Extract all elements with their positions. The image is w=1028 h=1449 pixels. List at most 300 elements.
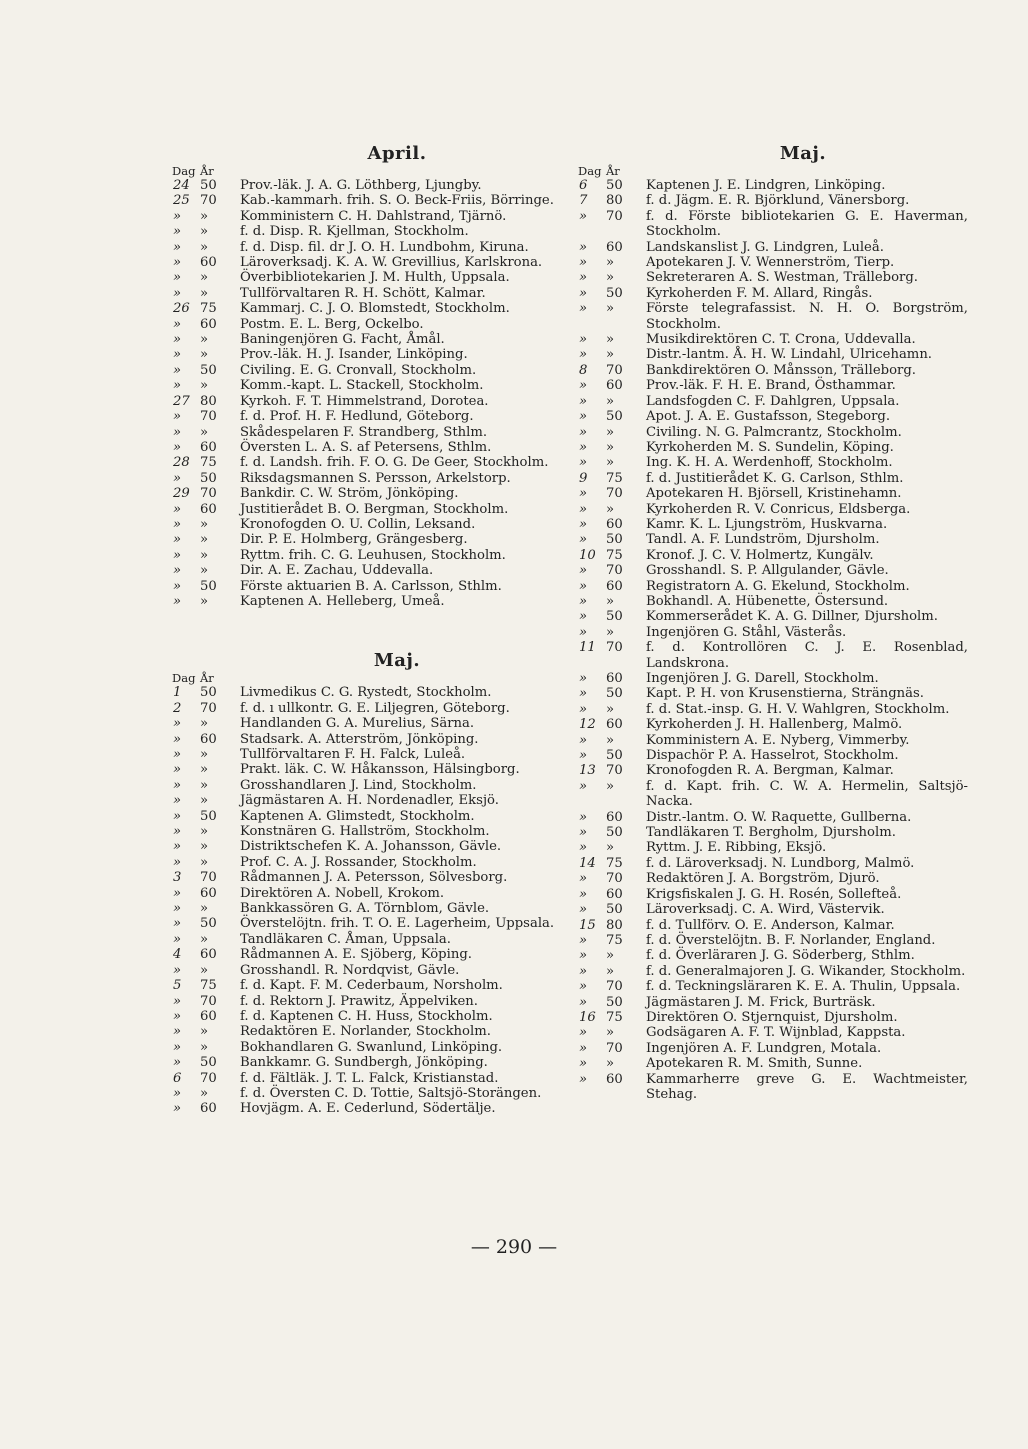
entry-day: »: [579, 347, 588, 363]
entry-day: »: [173, 716, 182, 732]
entry-row: [578, 301, 968, 332]
entry-year: »: [200, 901, 209, 917]
entry-text: f. d. Översten C. D. Tottie, Saltsjö-Storängen.: [240, 1085, 542, 1101]
entry-day: »: [579, 732, 588, 748]
entry-day: »: [579, 486, 588, 502]
entry-year: 70: [606, 208, 623, 224]
entry-text: Krigsfiskalen J. G. H. Rosén, Sollefteå.: [646, 886, 902, 902]
entry-text: Översten L. A. S. af Petersens, Sthlm.: [240, 439, 492, 455]
entry-row: [578, 517, 968, 532]
entry-day: »: [579, 424, 588, 440]
entry-day: »: [173, 901, 182, 917]
entry-day: 7: [579, 193, 588, 209]
entry-row: [172, 240, 562, 255]
entry-year: »: [606, 840, 615, 856]
entry-row: [172, 363, 562, 378]
entry-row: [578, 871, 968, 886]
entry-year: »: [200, 239, 209, 255]
entry-day: »: [173, 439, 182, 455]
entry-row: [578, 902, 968, 917]
entry-year: »: [200, 224, 209, 240]
entry-text: Baningenjören G. Facht, Åmål.: [240, 332, 445, 348]
entry-day: »: [173, 285, 182, 301]
entry-year: 60: [606, 717, 623, 733]
entry-year: »: [200, 931, 209, 947]
entry-row: [578, 763, 968, 778]
entry-day: »: [173, 993, 182, 1009]
entry-row: [578, 1025, 968, 1040]
entry-day: 5: [173, 978, 182, 994]
entry-row: [172, 563, 562, 578]
entry-row: [172, 332, 562, 347]
entry-row: [172, 1071, 562, 1086]
entry-year: »: [200, 777, 209, 793]
entry-row: [172, 978, 562, 993]
entry-day: »: [579, 593, 588, 609]
entry-text: Sekreteraren A. S. Westman, Trälleborg.: [646, 270, 918, 286]
entry-year: 60: [606, 378, 623, 394]
month-heading: Maj.: [779, 143, 827, 164]
entry-text: Apotekaren R. M. Smith, Sunne.: [646, 1056, 863, 1072]
entry-year: »: [200, 716, 209, 732]
entry-row: [172, 317, 562, 332]
entry-year: 75: [606, 932, 623, 948]
entry-row: [172, 886, 562, 901]
entry-day: »: [579, 748, 588, 764]
entry-text: Kyrkoh. F. T. Himmelstrand, Dorotea.: [240, 393, 489, 409]
entry-day: 10: [579, 547, 596, 563]
entry-row: [578, 286, 968, 301]
entry-row: [578, 255, 968, 270]
entry-text: Prov.-läk. H. J. Isander, Linköping.: [240, 347, 468, 363]
entry-row: [578, 918, 968, 933]
entry-year: »: [606, 701, 615, 717]
entry-row: [172, 1055, 562, 1070]
entry-row: [172, 347, 562, 362]
entry-text: Ingenjören G. Ståhl, Västerås.: [646, 624, 847, 640]
entry-year: »: [200, 285, 209, 301]
entry-row: [172, 963, 562, 978]
entry-text: Kammarj. C. J. O. Blomstedt, Stockholm.: [240, 301, 510, 317]
entry-row: [578, 548, 968, 563]
entry-text: Kaptenen J. E. Lindgren, Linköping.: [646, 178, 886, 193]
entry-text: f. d. Teckningsläraren K. E. A. Thulin, Uppsala.: [646, 979, 961, 995]
entry-row: [172, 716, 562, 731]
entry-row: [578, 609, 968, 624]
entry-year: 50: [606, 902, 623, 918]
entry-day: »: [173, 747, 182, 762]
entry-day: »: [579, 563, 588, 579]
entry-day: »: [173, 532, 182, 548]
entry-text: Kamr. K. L. Ljungström, Huskvarna.: [646, 516, 888, 532]
entry-row: [172, 809, 562, 824]
ar-label: År: [200, 164, 214, 178]
entry-row: [172, 685, 562, 700]
entry-text: Bankkassören G. A. Törnblom, Gävle.: [240, 901, 490, 917]
entry-row: [578, 1041, 968, 1056]
entry-text: Distr.-lantm. O. W. Raquette, Gullberna.: [646, 809, 912, 825]
entry-year: »: [606, 1056, 615, 1072]
entry-row: [578, 363, 968, 378]
entry-row: [172, 255, 562, 270]
entry-row: [578, 332, 968, 347]
entry-year: 70: [606, 640, 623, 656]
entry-text: Jägmästaren J. M. Frick, Burträsk.: [646, 994, 876, 1010]
entry-year: 50: [606, 686, 623, 702]
entry-day: »: [173, 1039, 182, 1055]
entry-text: Hovjägm. A. E. Cederlund, Södertälje.: [240, 1101, 496, 1117]
entry-text: Handlanden G. A. Murelius, Särna.: [240, 716, 475, 732]
entry-text: f. d. ı ullkontr. G. E. Liljegren, Göteborg.: [240, 700, 510, 716]
entry-day: »: [579, 886, 588, 902]
entry-year: »: [200, 747, 209, 762]
entry-row: [172, 286, 562, 301]
entry-day: »: [173, 839, 182, 855]
entry-text: Distr.-lantm. Å. H. W. Lindahl, Ulricehamn.: [646, 347, 933, 363]
entry-year: »: [200, 962, 209, 978]
entry-row: [172, 594, 562, 609]
entry-text: Komministern A. E. Nyberg, Vimmerby.: [646, 732, 910, 748]
entry-row: [578, 717, 968, 732]
entry-text: Postm. E. L. Berg, Ockelbo.: [240, 316, 424, 332]
entry-year: 50: [200, 916, 217, 932]
entry-row: [578, 964, 968, 979]
entry-year: »: [606, 778, 615, 794]
entry-text: Tullförvaltaren F. H. Falck, Luleå.: [240, 747, 466, 762]
entry-day: »: [173, 362, 182, 378]
entry-year: 60: [200, 731, 217, 747]
entry-text: Stadsark. A. Atterström, Jönköping.: [240, 731, 479, 747]
entry-text: Justitierådet B. O. Bergman, Stockholm.: [240, 501, 509, 517]
entry-text: Distriktschefen K. A. Johansson, Gävle.: [240, 839, 502, 855]
entry-year: 50: [606, 825, 623, 841]
entry-year: »: [606, 1025, 615, 1041]
entry-text: Riksdagsmannen S. Persson, Arkelstorp.: [240, 470, 511, 486]
entry-year: »: [606, 301, 615, 317]
entry-row: [172, 916, 562, 931]
entry-year: 50: [200, 578, 217, 594]
entry-day: »: [579, 270, 588, 286]
entry-row: [172, 409, 562, 424]
entry-day: »: [173, 1055, 182, 1071]
entry-day: »: [173, 516, 182, 532]
entry-row: [578, 1056, 968, 1071]
entry-row: [172, 1101, 562, 1116]
entry-year: 60: [200, 947, 217, 963]
entry-row: [578, 702, 968, 717]
entry-text: Kronofogden R. A. Bergman, Kalmar.: [646, 763, 894, 779]
entry-text: f. d. Överläraren J. G. Söderberg, Sthlm.: [646, 948, 915, 964]
entry-row: [172, 209, 562, 224]
entry-year: 75: [200, 455, 217, 471]
entry-text: f. d. Landsh. frih. F. O. G. De Geer, Stockholm.: [240, 455, 549, 471]
entry-text: Direktören A. Nobell, Krokom.: [240, 885, 445, 901]
entry-row: [578, 425, 968, 440]
entry-year: 70: [200, 409, 217, 425]
entry-text: Kommerserådet K. A. G. Dillner, Djursholm.: [646, 609, 938, 625]
entry-row: [578, 779, 968, 810]
entry-day: 2: [173, 700, 182, 716]
entry-year: »: [200, 839, 209, 855]
entry-year: 70: [200, 193, 217, 209]
column-header: [172, 164, 562, 178]
entry-text: Förste telegrafassist. N. H. O. Borgström, Stockholm.: [646, 301, 968, 332]
entry-text: Civiling. N. G. Palmcrantz, Stockholm.: [646, 424, 902, 440]
entry-text: Grosshandlaren J. Lind, Stockholm.: [240, 777, 477, 793]
entry-day: »: [579, 578, 588, 594]
entry-text: Kyrkoherden R. V. Conricus, Eldsberga.: [646, 501, 911, 517]
entry-year: »: [606, 963, 615, 979]
entry-day: 13: [579, 763, 596, 779]
entry-year: 50: [200, 470, 217, 486]
entry-text: Tullförvaltaren R. H. Schött, Kalmar.: [240, 285, 486, 301]
entry-year: »: [606, 270, 615, 286]
entry-day: »: [173, 501, 182, 517]
entry-text: Konstnären G. Hallström, Stockholm.: [240, 824, 490, 840]
entry-text: Bankkamr. G. Sundbergh, Jönköping.: [240, 1055, 488, 1071]
entry-row: [578, 686, 968, 701]
entry-text: Kaptenen A. Helleberg, Umeå.: [240, 593, 445, 609]
entry-day: »: [579, 932, 588, 948]
entry-day: »: [579, 501, 588, 517]
entry-day: »: [579, 871, 588, 887]
dag-label: Dag: [172, 164, 196, 178]
entry-year: 50: [606, 285, 623, 301]
entry-year: 70: [606, 979, 623, 995]
entry-day: »: [173, 777, 182, 793]
entry-text: f. d. Tullförv. O. E. Anderson, Kalmar.: [646, 917, 895, 933]
entry-day: »: [173, 270, 182, 286]
entry-text: f. d. Justitierådet K. G. Carlson, Sthlm.: [646, 470, 904, 486]
entry-year: 70: [606, 1040, 623, 1056]
entry-row: [172, 1024, 562, 1039]
entry-year: 60: [606, 886, 623, 902]
entry-row: [172, 824, 562, 839]
entry-year: 70: [606, 763, 623, 779]
entry-year: 60: [200, 439, 217, 455]
entry-text: Skådespelaren F. Strandberg, Sthlm.: [240, 424, 488, 440]
entry-day: »: [173, 332, 182, 348]
entry-row: [578, 748, 968, 763]
entry-day: »: [173, 854, 182, 870]
entry-day: »: [173, 347, 182, 363]
entry-year: 60: [200, 501, 217, 517]
month-section: [172, 649, 562, 1116]
entry-day: »: [173, 962, 182, 978]
entry-text: Grosshandl. S. P. Allgulander, Gävle.: [646, 563, 889, 579]
entry-text: Komm.-kapt. L. Stackell, Stockholm.: [240, 378, 484, 394]
entry-year: 75: [606, 855, 623, 871]
entry-day: »: [579, 902, 588, 918]
entry-day: »: [173, 1008, 182, 1024]
entry-text: f. d. Disp. fil. dr J. O. H. Lundbohm, Kiruna.: [240, 239, 529, 255]
entry-text: Landsfogden C. F. Dahlgren, Uppsala.: [646, 393, 900, 409]
entry-day: »: [579, 393, 588, 409]
entry-row: [578, 178, 968, 193]
entry-text: f. d. Prof. H. F. Hedlund, Göteborg.: [240, 409, 474, 425]
entry-row: [172, 301, 562, 316]
entry-row: [172, 932, 562, 947]
entry-year: 70: [200, 870, 217, 886]
entry-day: 12: [579, 717, 596, 733]
entry-text: Civiling. E. G. Cronvall, Stockholm.: [240, 362, 477, 378]
entry-text: f. d. Kapt. frih. C. W. A. Hermelin, Saltsjö-Nacka.: [646, 778, 968, 810]
entry-text: Ryttm. frih. C. G. Leuhusen, Stockholm.: [240, 547, 506, 563]
page-number: — 290 —: [470, 1236, 558, 1258]
entry-year: 60: [606, 239, 623, 255]
entry-year: »: [606, 347, 615, 363]
month-section: [172, 142, 562, 609]
entry-day: »: [579, 1056, 588, 1072]
entry-text: f. d. Kapt. F. M. Cederbaum, Norsholm.: [240, 978, 503, 994]
column-header: [578, 164, 968, 178]
entry-year: 60: [606, 809, 623, 825]
entry-day: »: [579, 701, 588, 717]
entry-row: [578, 840, 968, 855]
entry-day: »: [579, 624, 588, 640]
entry-row: [172, 486, 562, 501]
month-section: [578, 142, 968, 1102]
entry-day: »: [579, 532, 588, 548]
entry-year: 50: [200, 808, 217, 824]
entry-day: »: [579, 255, 588, 271]
entry-text: Bokhandlaren G. Swanlund, Linköping.: [240, 1039, 503, 1055]
entry-text: Musikdirektören C. T. Crona, Uddevalla.: [646, 332, 916, 348]
entry-day: »: [173, 424, 182, 440]
entry-row: [578, 1072, 968, 1103]
dag-label: Dag: [172, 671, 196, 686]
entry-year: »: [200, 1024, 209, 1040]
entry-text: Kyrkoherden F. M. Allard, Ringås.: [646, 285, 873, 301]
entry-row: [172, 1040, 562, 1055]
entry-day: »: [579, 208, 588, 224]
entry-year: »: [200, 547, 209, 563]
entry-day: »: [173, 208, 182, 224]
entry-day: »: [579, 301, 588, 317]
entry-row: [578, 394, 968, 409]
entry-text: Prov.-läk. J. A. G. Löthberg, Ljungby.: [240, 178, 482, 193]
entry-year: »: [200, 854, 209, 870]
entry-year: 50: [200, 178, 217, 193]
entry-day: »: [173, 378, 182, 394]
entry-year: 60: [200, 1101, 217, 1117]
entry-year: »: [200, 563, 209, 579]
entry-row: [172, 994, 562, 1009]
entry-row: [578, 455, 968, 470]
entry-day: 6: [579, 178, 588, 193]
entry-year: 75: [606, 1009, 623, 1025]
entry-day: 11: [579, 640, 596, 656]
entry-day: »: [579, 378, 588, 394]
entry-row: [172, 839, 562, 854]
entry-day: »: [579, 948, 588, 964]
entry-day: »: [173, 1101, 182, 1117]
entry-day: »: [579, 332, 588, 348]
entry-day: »: [173, 793, 182, 809]
entry-text: Apot. J. A. E. Gustafsson, Stegeborg.: [646, 409, 891, 425]
entry-text: f. d. Läroverksadj. N. Lundborg, Malmö.: [646, 855, 915, 871]
entry-year: 75: [200, 978, 217, 994]
entry-row: [578, 640, 968, 671]
entry-row: [578, 579, 968, 594]
entry-year: »: [200, 762, 209, 778]
entry-text: f. d. Fältläk. J. T. L. Falck, Kristianstad.: [240, 1070, 499, 1086]
entry-row: [578, 948, 968, 963]
entry-day: »: [173, 1024, 182, 1040]
entry-day: »: [173, 824, 182, 840]
entry-text: Jägmästaren A. H. Nordenadler, Eksjö.: [240, 793, 499, 809]
entry-year: 60: [200, 885, 217, 901]
entry-row: [578, 209, 968, 240]
entry-text: Rådmannen J. A. Petersson, Sölvesborg.: [240, 870, 508, 886]
entry-year: 70: [200, 1070, 217, 1086]
entry-day: »: [173, 808, 182, 824]
right-column: [578, 142, 968, 1102]
entry-day: »: [579, 239, 588, 255]
entry-year: 70: [606, 486, 623, 502]
entry-day: 28: [173, 455, 190, 471]
entry-day: »: [173, 224, 182, 240]
ar-label: År: [606, 164, 620, 178]
entry-year: 50: [606, 748, 623, 764]
entry-text: Dir. A. E. Zachau, Uddevalla.: [240, 563, 434, 579]
entry-day: »: [579, 1040, 588, 1056]
month-heading: April.: [367, 143, 427, 164]
entry-day: 27: [173, 393, 190, 409]
entry-text: Bokhandl. A. Hübenette, Östersund.: [646, 593, 889, 609]
entry-row: [578, 347, 968, 362]
entry-year: »: [200, 347, 209, 363]
entry-day: »: [173, 239, 182, 255]
entry-year: »: [200, 532, 209, 548]
section-gap: [172, 609, 562, 649]
entry-day: »: [173, 563, 182, 579]
entry-year: »: [606, 332, 615, 348]
entry-year: 80: [606, 917, 623, 933]
entry-text: f. d. Kaptenen C. H. Huss, Stockholm.: [240, 1008, 493, 1024]
entry-row: [172, 502, 562, 517]
entry-text: Läroverksadj. K. A. W. Grevillius, Karlskrona.: [240, 255, 543, 271]
entry-day: »: [579, 1025, 588, 1041]
entry-day: »: [173, 470, 182, 486]
entry-day: »: [579, 285, 588, 301]
entry-day: 8: [579, 362, 588, 378]
entry-text: Bankdir. C. W. Ström, Jönköping.: [240, 486, 459, 502]
entry-row: [172, 793, 562, 808]
entry-text: Grosshandl. R. Nordqvist, Gävle.: [240, 962, 460, 978]
entry-text: Apotekaren J. V. Wennerström, Tierp.: [646, 255, 895, 271]
entry-row: [578, 825, 968, 840]
entry-year: »: [606, 439, 615, 455]
entry-text: Livmedikus C. G. Rystedt, Stockholm.: [240, 685, 492, 701]
entry-row: [172, 701, 562, 716]
entry-text: f. d. Generalmajoren J. G. Wikander, Stockholm.: [646, 963, 966, 979]
entry-text: Kronof. J. C. V. Holmertz, Kungälv.: [646, 547, 874, 563]
entry-row: [578, 471, 968, 486]
entry-text: Registratorn A. G. Ekelund, Stockholm.: [646, 578, 910, 594]
entry-text: Dispachör P. A. Hasselrot, Stockholm.: [646, 748, 899, 764]
entry-text: Kapt. P. H. von Krusenstierna, Strängnäs.: [646, 686, 924, 702]
entry-text: Kyrkoherden M. S. Sundelin, Köping.: [646, 439, 894, 455]
entry-text: Dir. P. E. Holmberg, Grängesberg.: [240, 532, 468, 548]
entry-row: [172, 471, 562, 486]
month-heading: Maj.: [373, 650, 421, 672]
entry-day: »: [173, 931, 182, 947]
entry-day: »: [173, 762, 182, 778]
entry-text: Komministern C. H. Dahlstrand, Tjärnö.: [240, 208, 507, 224]
dag-label: Dag: [578, 164, 602, 178]
entry-text: Kammarherre greve G. E. Wachtmeister, Stehag.: [646, 1071, 968, 1102]
